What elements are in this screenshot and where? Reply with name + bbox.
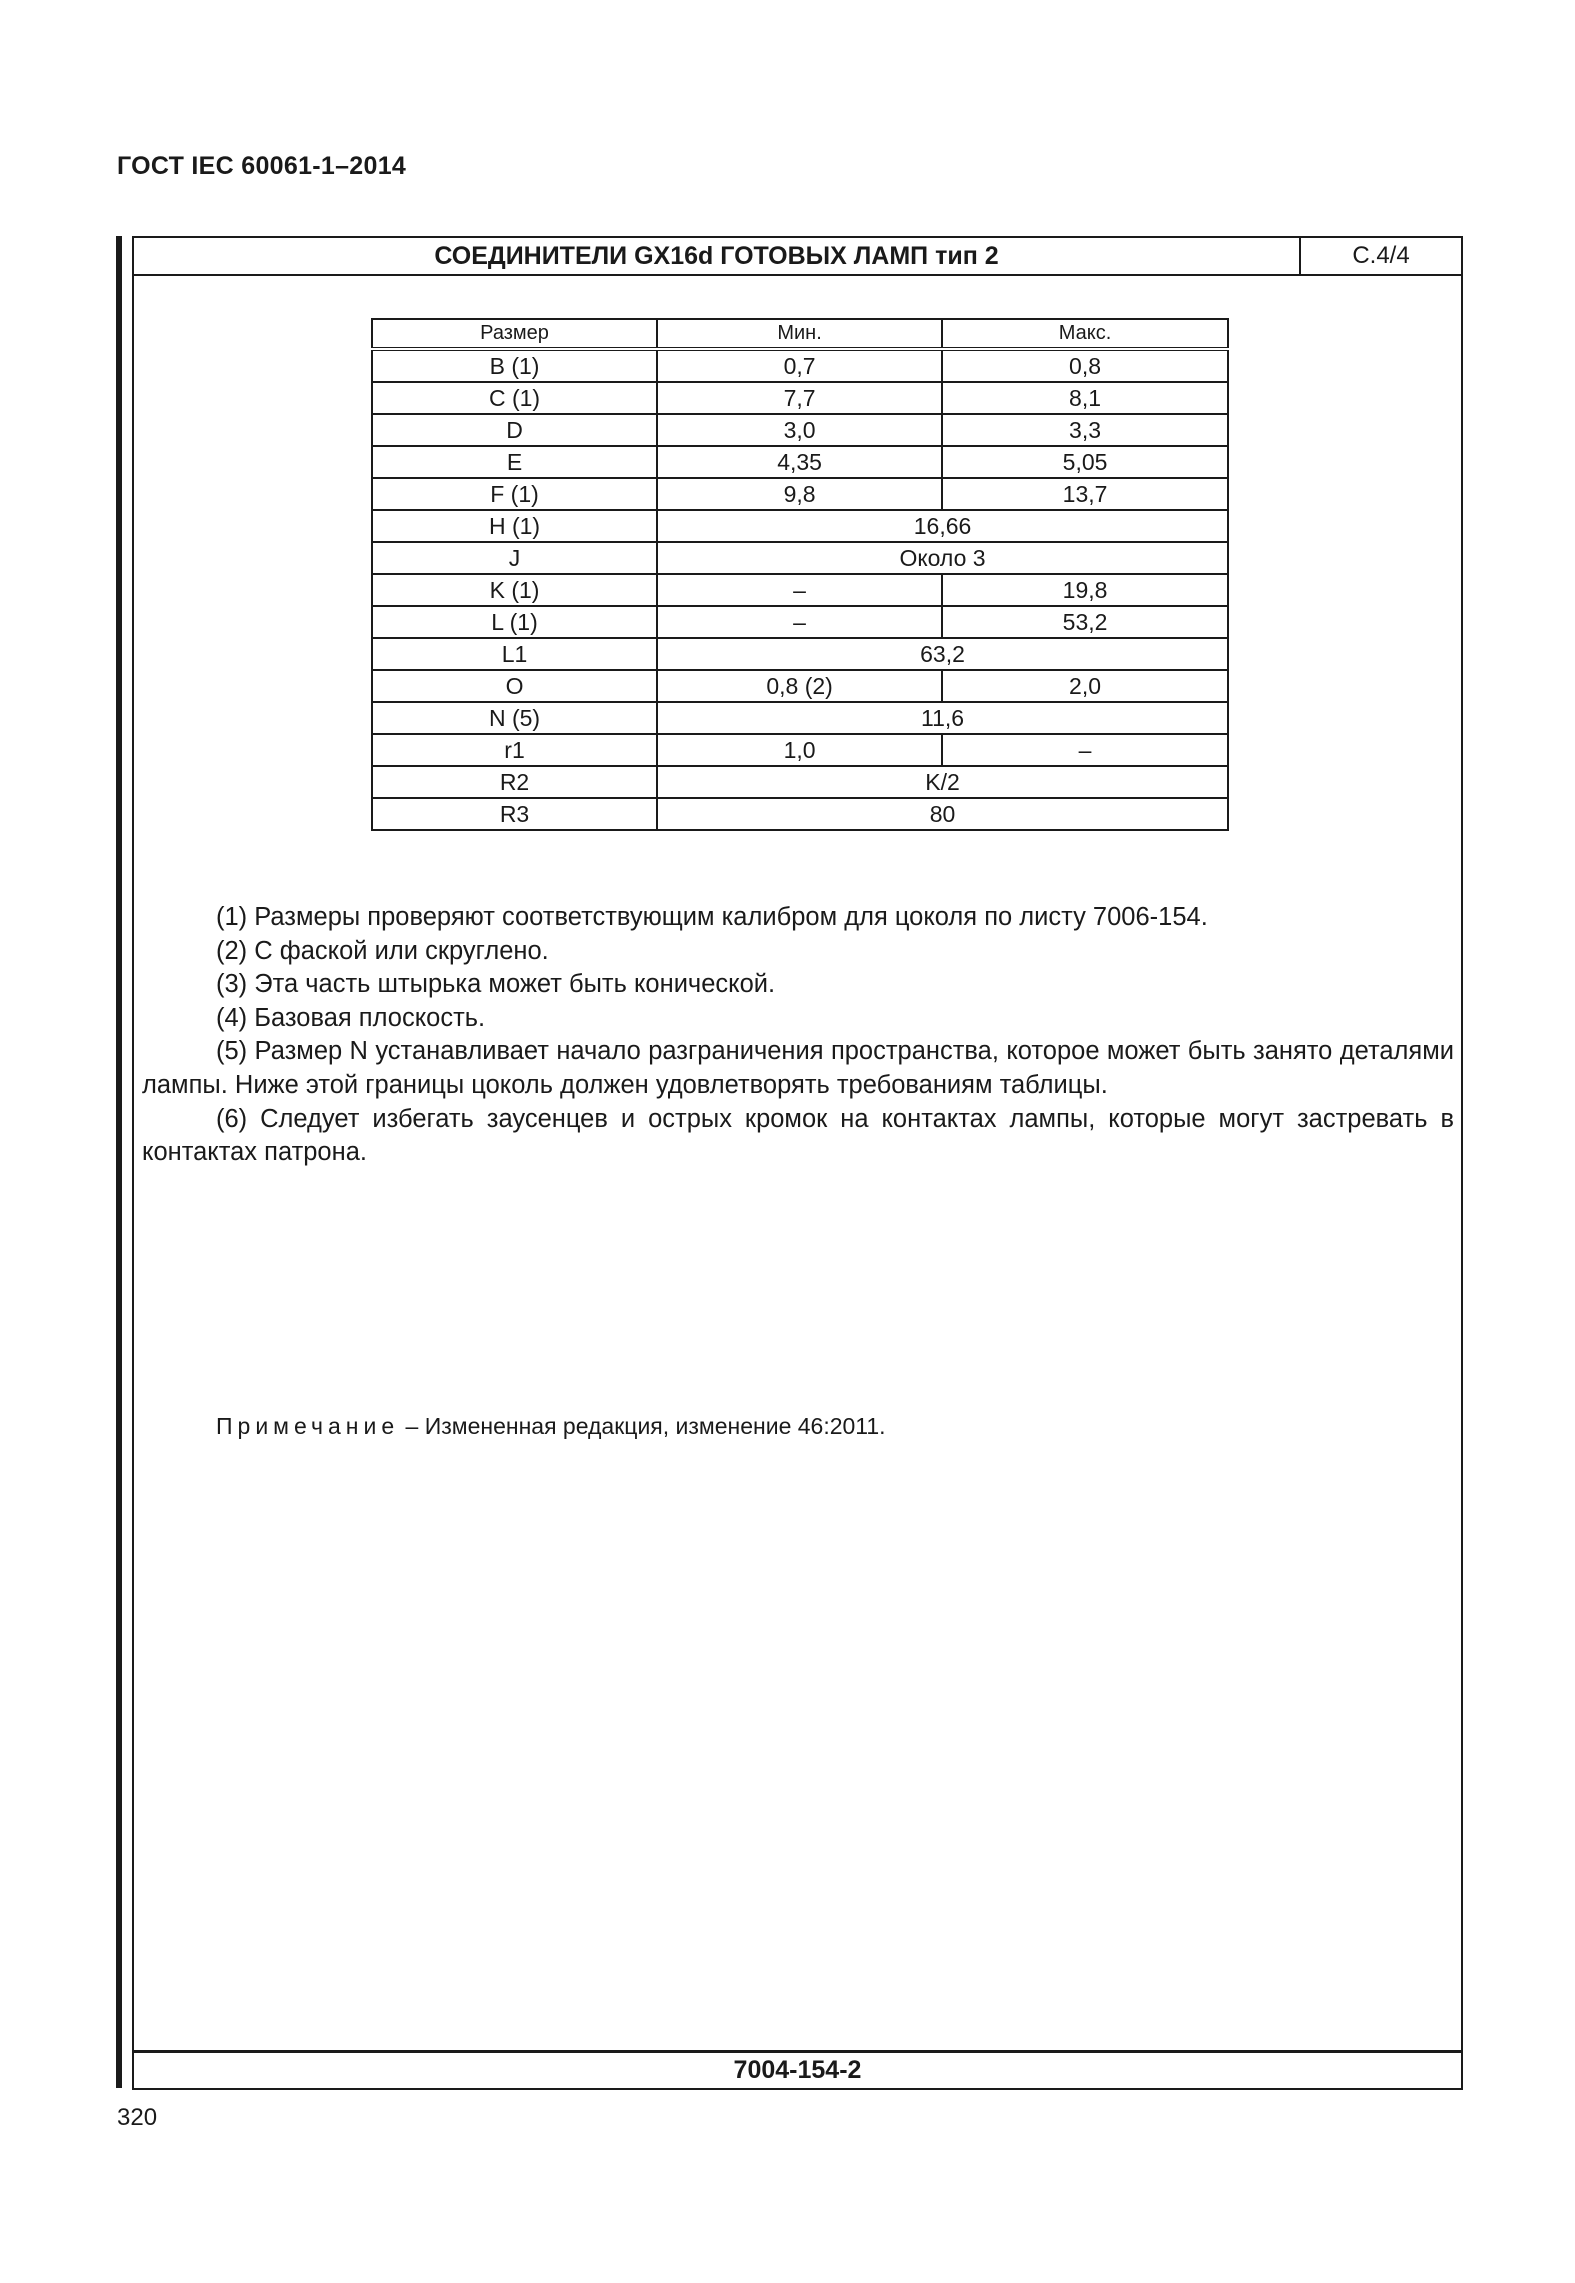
max-cell: 5,05 bbox=[942, 446, 1228, 478]
page-number: 320 bbox=[117, 2104, 158, 2131]
document-id: ГОСТ IEC 60061-1–2014 bbox=[117, 152, 407, 180]
dimension-cell: C (1) bbox=[372, 382, 657, 414]
max-cell: 3,3 bbox=[942, 414, 1228, 446]
table-row bbox=[372, 670, 1228, 702]
standard-sheet bbox=[132, 236, 1463, 2090]
min-cell: 0,7 bbox=[657, 349, 942, 382]
dimension-cell: J bbox=[372, 542, 657, 574]
table-header-row bbox=[372, 319, 1228, 349]
max-cell: 0,8 bbox=[942, 349, 1228, 382]
table-row bbox=[372, 574, 1228, 606]
table-row bbox=[372, 606, 1228, 638]
min-cell: 7,7 bbox=[657, 382, 942, 414]
dimension-cell: R2 bbox=[372, 766, 657, 798]
table-row bbox=[372, 414, 1228, 446]
dimensions-table bbox=[371, 318, 1229, 831]
dimension-cell: O bbox=[372, 670, 657, 702]
footnote: (5) Размер N устанавливает начало разграничения пространства, которое может быть занято деталями лампы. Ниже этой границы цоколь должен удовлетворять требованиям таблицы. bbox=[142, 1037, 1454, 1099]
footnote: (3) Эта часть штырька может быть конической. bbox=[216, 970, 776, 999]
table-row bbox=[372, 542, 1228, 574]
max-cell: 8,1 bbox=[942, 382, 1228, 414]
column-header: Макс. bbox=[942, 319, 1228, 349]
remark-text: – Измененная редакция, изменение 46:2011. bbox=[399, 1413, 886, 1439]
table-row bbox=[372, 478, 1228, 510]
column-header: Размер bbox=[372, 319, 657, 349]
max-cell: – bbox=[942, 734, 1228, 766]
table-row bbox=[372, 798, 1228, 830]
table-row bbox=[372, 510, 1228, 542]
table-row bbox=[372, 382, 1228, 414]
min-cell: 1,0 bbox=[657, 734, 942, 766]
value-cell: 16,66 bbox=[657, 510, 1228, 542]
dimension-cell: N (5) bbox=[372, 702, 657, 734]
dimension-cell: B (1) bbox=[372, 349, 657, 382]
dimension-cell: H (1) bbox=[372, 510, 657, 542]
table-row bbox=[372, 766, 1228, 798]
max-cell: 53,2 bbox=[942, 606, 1228, 638]
value-cell: 11,6 bbox=[657, 702, 1228, 734]
table-row bbox=[372, 702, 1228, 734]
dimension-cell: R3 bbox=[372, 798, 657, 830]
sheet-number: С.4/4 bbox=[1299, 238, 1461, 274]
min-cell: – bbox=[657, 574, 942, 606]
dimension-cell: K (1) bbox=[372, 574, 657, 606]
min-cell: 0,8 (2) bbox=[657, 670, 942, 702]
remark bbox=[216, 1413, 886, 1440]
min-cell: 4,35 bbox=[657, 446, 942, 478]
dimension-cell: L (1) bbox=[372, 606, 657, 638]
value-cell: 63,2 bbox=[657, 638, 1228, 670]
table-row bbox=[372, 446, 1228, 478]
dimension-cell: r1 bbox=[372, 734, 657, 766]
remark-label: Примечание bbox=[216, 1413, 400, 1439]
notes bbox=[142, 901, 1454, 1170]
min-cell: 9,8 bbox=[657, 478, 942, 510]
max-cell: 19,8 bbox=[942, 574, 1228, 606]
dimension-cell: E bbox=[372, 446, 657, 478]
dimension-cell: F (1) bbox=[372, 478, 657, 510]
min-cell: – bbox=[657, 606, 942, 638]
table-row bbox=[372, 349, 1228, 382]
sheet-header bbox=[134, 238, 1461, 276]
value-cell: Около 3 bbox=[657, 542, 1228, 574]
footnote: (6) Следует избегать заусенцев и острых кромок на контактах лампы, которые могут застревать в контактах патрона. bbox=[142, 1104, 1454, 1167]
sheet-footer-code: 7004-154-2 bbox=[134, 2050, 1461, 2088]
max-cell: 2,0 bbox=[942, 670, 1228, 702]
column-header: Мин. bbox=[657, 319, 942, 349]
max-cell: 13,7 bbox=[942, 478, 1228, 510]
footnote: (4) Базовая плоскость. bbox=[216, 1003, 486, 1032]
dimension-cell: L1 bbox=[372, 638, 657, 670]
value-cell: 80 bbox=[657, 798, 1228, 830]
table-row bbox=[372, 638, 1228, 670]
dimension-cell: D bbox=[372, 414, 657, 446]
footnote: (2) С фаской или скруглено. bbox=[216, 936, 549, 965]
value-cell: K/2 bbox=[657, 766, 1228, 798]
sheet-title: СОЕДИНИТЕЛИ GX16d ГОТОВЫХ ЛАМП тип 2 bbox=[434, 242, 999, 270]
footnote: (1) Размеры проверяют соответствующим калибром для цоколя по листу 7006-154. bbox=[216, 903, 1208, 931]
min-cell: 3,0 bbox=[657, 414, 942, 446]
margin-bar bbox=[116, 236, 122, 2088]
table-row bbox=[372, 734, 1228, 766]
